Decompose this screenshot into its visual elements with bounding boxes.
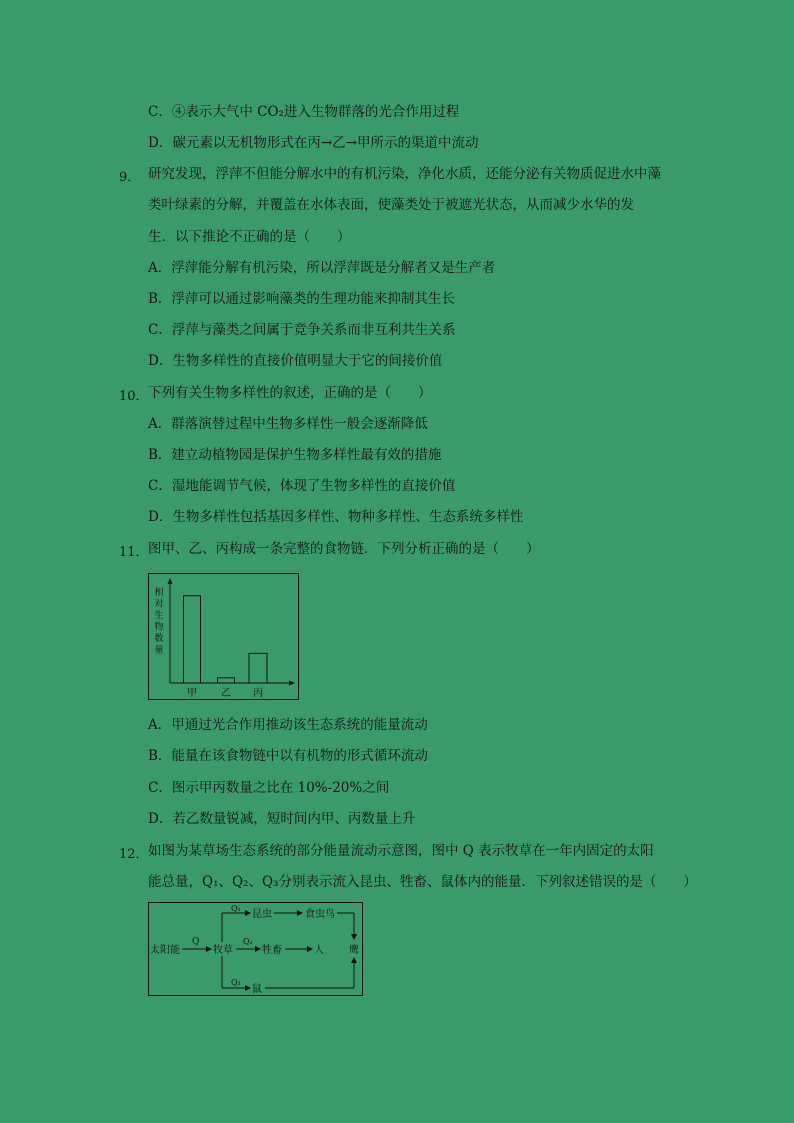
q11-option-b: B．能量在该食物链中以有机物的形式循环流动 [148,748,428,764]
q9-stem-line2: 类叶绿素的分解，并覆盖在水体表面，使藻类处于被遮光状态，从而减少水华的发 [148,197,634,213]
bar-乙 [218,678,235,683]
x-axis-arrow [289,681,295,686]
q12-number: 12． [119,847,149,862]
q10-stem: 下列有关生物多样性的叙述，正确的是（ ） [148,385,432,401]
y-axis-label [154,586,163,656]
y-label-char: 相 [154,588,164,598]
q10-option-c: C．湿地能调节气候，体现了生物多样性的直接价值 [148,478,456,494]
q9-option-c: C．浮萍与藻类之间属于竞争关系而非互利共生关系 [148,322,456,338]
q11-option-a: A．甲通过光合作用推动该生态系统的能量流动 [148,717,428,733]
node-bird: 食虫鸟 [305,909,335,920]
q9-option-d: D．生物多样性的直接价值明显大于它的间接价值 [148,353,443,369]
y-axis-arrow [168,578,173,584]
q9-stem-line3: 生．以下推论不正确的是（ ） [148,229,351,245]
q11-stem: 图甲、乙、丙构成一条完整的食物链．下列分析正确的是（ ） [148,541,540,557]
node-rat: 鼠 [252,984,262,995]
label-q: Q [192,937,200,947]
q9-option-b: B．浮萍可以通过影响藻类的生理功能来抑制其生长 [148,291,455,307]
label-q1: Q₁ [231,904,241,913]
y-label-char: 物 [154,622,164,633]
q11-option-d: D．若乙数量锐减，短时间内甲、丙数量上升 [148,811,416,827]
node-insect: 昆虫 [252,909,272,920]
y-label-char: 量 [154,645,164,656]
node-eagle: 鹰 [349,945,359,956]
q8-option-c: C．④表示大气中 CO₂进入生物群落的光合作用过程 [148,104,460,120]
q11-number: 11． [119,545,149,560]
q8-option-d: D．碳元素以无机物形式在丙→乙→甲所示的渠道中流动 [148,135,479,151]
y-label-char: 生 [154,611,164,621]
label-q3: Q₃ [231,978,241,987]
energy-flow-svg [148,902,363,996]
q10-option-a: A．群落演替过程中生物多样性一般会逐渐降低 [148,416,428,432]
y-label-char: 数 [154,634,164,644]
label-q2: Q₂ [243,937,253,946]
bar-丙 [249,653,267,683]
x-tick-label: 乙 [221,688,231,699]
x-tick-label: 甲 [187,688,197,699]
node-grass: 牧草 [213,945,233,956]
q12-energy-flow-diagram [148,902,363,996]
q12-stem-line1: 如图为某草场生态系统的部分能量流动示意图，图中 Q 表示牧草在一年内固定的太阳 [148,843,654,859]
q10-number: 10． [119,389,149,404]
x-tick-label: 丙 [253,688,263,699]
chart-frame [149,574,299,700]
q10-option-b: B．建立动植物园是保护生物多样性最有效的措施 [148,447,442,463]
q11-bar-chart [148,573,299,700]
q9-number: 9． [119,170,141,185]
bar-甲 [184,596,201,683]
node-sun: 太阳能 [150,945,180,956]
node-human: 人 [314,945,324,956]
q9-option-a: A．浮萍能分解有机污染，所以浮萍既是分解者又是生产者 [148,260,496,276]
q12-stem-line2: 能总量，Q₁、Q₂、Q₃分别表示流入昆虫、牲畜、鼠体内的能量．下列叙述错误的是（ ） [148,874,697,890]
y-label-char: 对 [154,599,164,610]
bar-chart-svg [148,573,299,700]
q10-option-d: D．生物多样性包括基因多样性、物种多样性、生态系统多样性 [148,509,524,525]
node-livestock: 牲畜 [262,945,282,956]
q9-stem-line1: 研究发现，浮萍不但能分解水中的有机污染，净化水质，还能分泌有关物质促进水中藻 [148,166,661,182]
q11-option-c: C．图示甲丙数量之比在 10%-20%之间 [148,780,390,796]
